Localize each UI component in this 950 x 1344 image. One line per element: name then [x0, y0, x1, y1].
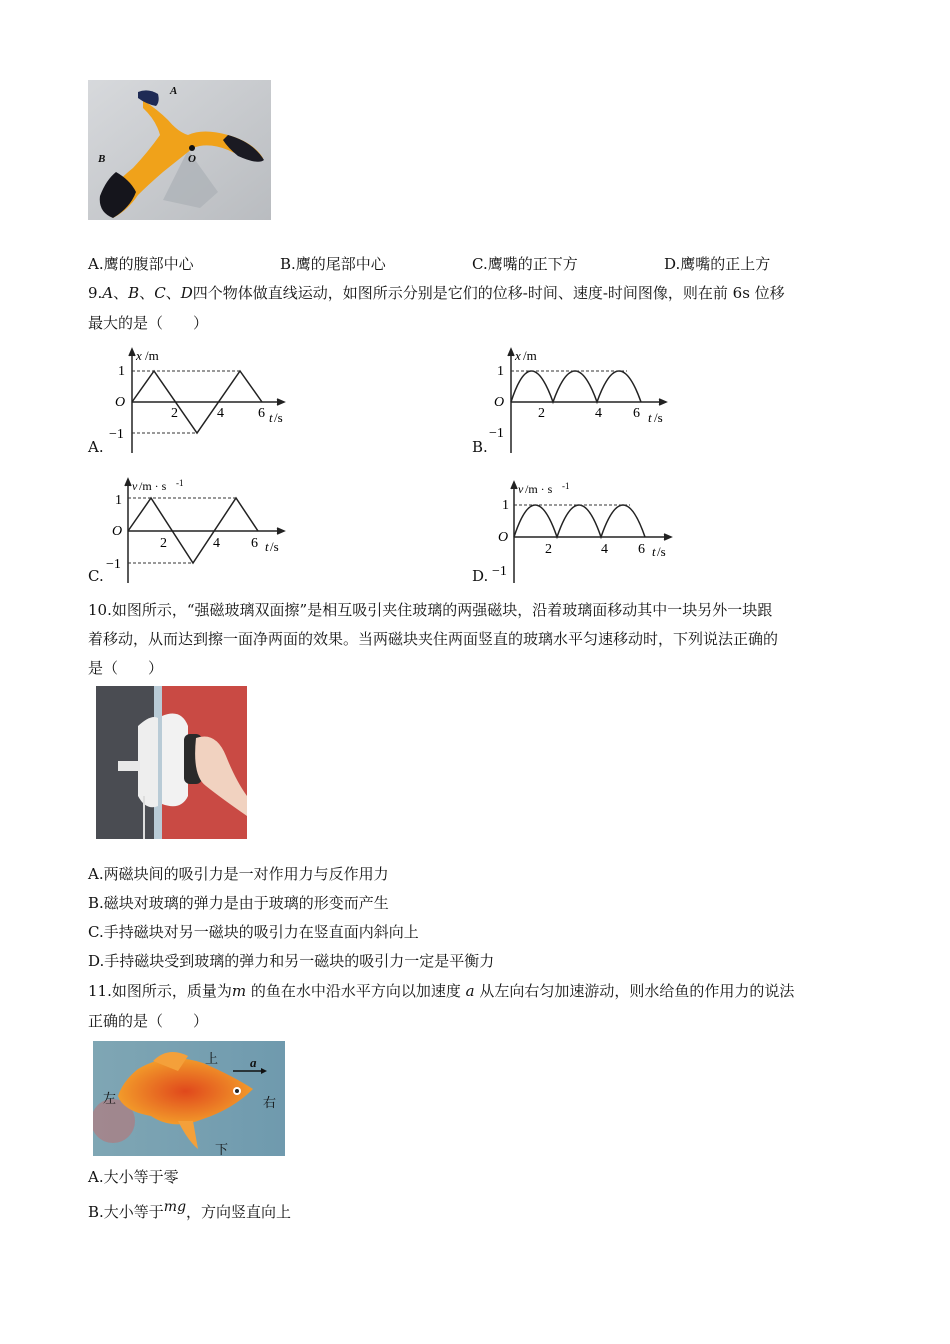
q9-option-c-label[interactable]: C.	[88, 567, 104, 585]
svg-text:t: t	[265, 539, 269, 554]
svg-text:t: t	[652, 544, 656, 559]
magnetic-wiper-illustration	[96, 686, 247, 839]
svg-text:2: 2	[545, 542, 552, 557]
svg-text:4: 4	[595, 406, 602, 421]
q10-option-d[interactable]: D.手持磁块受到玻璃的弹力和另一磁块的吸引力一定是平衡力	[88, 952, 495, 970]
svg-text:t: t	[269, 410, 273, 425]
svg-text:-1: -1	[562, 481, 570, 491]
q9-option-d-label[interactable]: D.	[472, 567, 489, 585]
q9-option-a-label[interactable]: A.	[88, 438, 104, 456]
q10-option-b[interactable]: B.磁块对玻璃的弹力是由于玻璃的形变而产生	[88, 894, 389, 912]
svg-text:−1: −1	[106, 557, 121, 572]
svg-text:1: 1	[502, 498, 509, 513]
q9-stem-line1: 9.A、B、C、D四个物体做直线运动，如图所示分别是它们的位移-时间、速度-时间图像，则在前 6s 位移	[88, 284, 785, 302]
svg-text:6: 6	[633, 406, 640, 421]
q9-option-b-label[interactable]: B.	[472, 438, 488, 456]
svg-text:A: A	[170, 85, 178, 97]
svg-text:x: x	[136, 348, 142, 363]
svg-text:下: 下	[215, 1142, 229, 1156]
q10-stem-line2: 着移动，从而达到擦一面净两面的效果。当两磁块夹住两面竖直的玻璃水平匀速移动时，下列说法正确的	[88, 630, 779, 648]
svg-text:/m: /m	[523, 348, 537, 363]
q10-option-a[interactable]: A.两磁块间的吸引力是一对作用力与反作用力	[88, 865, 389, 883]
q10-option-c[interactable]: C.手持磁块对另一磁块的吸引力在竖直面内斜向上	[88, 923, 419, 941]
chart-c	[105, 475, 295, 583]
eagle-illustration	[88, 80, 271, 220]
svg-text:1: 1	[115, 493, 122, 508]
svg-text:O: O	[494, 395, 505, 410]
svg-text:O: O	[112, 524, 123, 539]
q11-option-b[interactable]: B.大小等于$^{mg}$，方向竖直向上	[88, 1199, 292, 1221]
svg-text:x: x	[515, 348, 521, 363]
q8-option-b[interactable]: B.鹰的尾部中心	[280, 255, 386, 273]
q11-stem-line2: 正确的是（ ）	[88, 1012, 209, 1030]
svg-text:t: t	[648, 410, 652, 425]
q11-option-a[interactable]: A.大小等于零	[88, 1168, 179, 1186]
chart-b	[485, 345, 675, 453]
svg-text:/s: /s	[657, 544, 666, 559]
svg-text:v: v	[132, 479, 138, 493]
svg-text:6: 6	[638, 542, 645, 557]
svg-text:6: 6	[258, 406, 265, 421]
q8-option-a[interactable]: A.鹰的腹部中心	[88, 255, 194, 273]
svg-text:/s: /s	[654, 410, 663, 425]
goldfish-illustration	[93, 1041, 285, 1156]
svg-text:B: B	[98, 153, 106, 165]
chart-a	[105, 345, 295, 453]
svg-text:-1: -1	[176, 478, 184, 488]
svg-text:−1: −1	[109, 427, 124, 442]
svg-text:2: 2	[171, 406, 178, 421]
svg-text:4: 4	[217, 406, 224, 421]
svg-text:v: v	[518, 482, 524, 496]
svg-text:O: O	[115, 395, 126, 410]
q8-option-c[interactable]: C.鹰嘴的正下方	[472, 255, 578, 273]
svg-text:2: 2	[160, 536, 167, 551]
svg-text:−1: −1	[492, 564, 507, 579]
svg-text:4: 4	[601, 542, 608, 557]
svg-text:/s: /s	[270, 539, 279, 554]
svg-text:左: 左	[103, 1091, 117, 1106]
svg-text:4: 4	[213, 536, 220, 551]
svg-text:右: 右	[263, 1095, 277, 1110]
chart-d	[490, 475, 680, 583]
svg-text:a: a	[250, 1055, 257, 1070]
q10-stem-line1: 10.如图所示，“强磁玻璃双面擦”是相互吸引夹住玻璃的两强磁块，沿着玻璃面移动其中一块另外一块跟	[88, 601, 773, 619]
eagle-figure	[88, 80, 271, 220]
q9-stem-line2: 最大的是（ ）	[88, 314, 209, 332]
svg-text:−1: −1	[489, 426, 504, 441]
svg-text:1: 1	[118, 364, 125, 379]
svg-text:O: O	[188, 153, 196, 165]
svg-text:1: 1	[497, 364, 504, 379]
svg-text:上: 上	[205, 1051, 219, 1066]
q10-stem-line3: 是（ ）	[88, 659, 164, 677]
svg-text:/s: /s	[274, 410, 283, 425]
magnetic-wiper-figure	[96, 686, 247, 839]
q11-stem-line1: 11.如图所示，质量为m 的鱼在水中沿水平方向以加速度 a 从左向右匀加速游动，则水给鱼的作用力的说法	[88, 982, 795, 1000]
svg-text:/m: /m	[145, 348, 159, 363]
svg-text:/m · s: /m · s	[525, 482, 553, 496]
svg-text:6: 6	[251, 536, 258, 551]
svg-text:2: 2	[538, 406, 545, 421]
svg-text:/m · s: /m · s	[139, 479, 167, 493]
svg-text:O: O	[498, 530, 509, 545]
goldfish-figure	[93, 1041, 285, 1156]
q8-option-d[interactable]: D.鹰嘴的正上方	[664, 255, 771, 273]
